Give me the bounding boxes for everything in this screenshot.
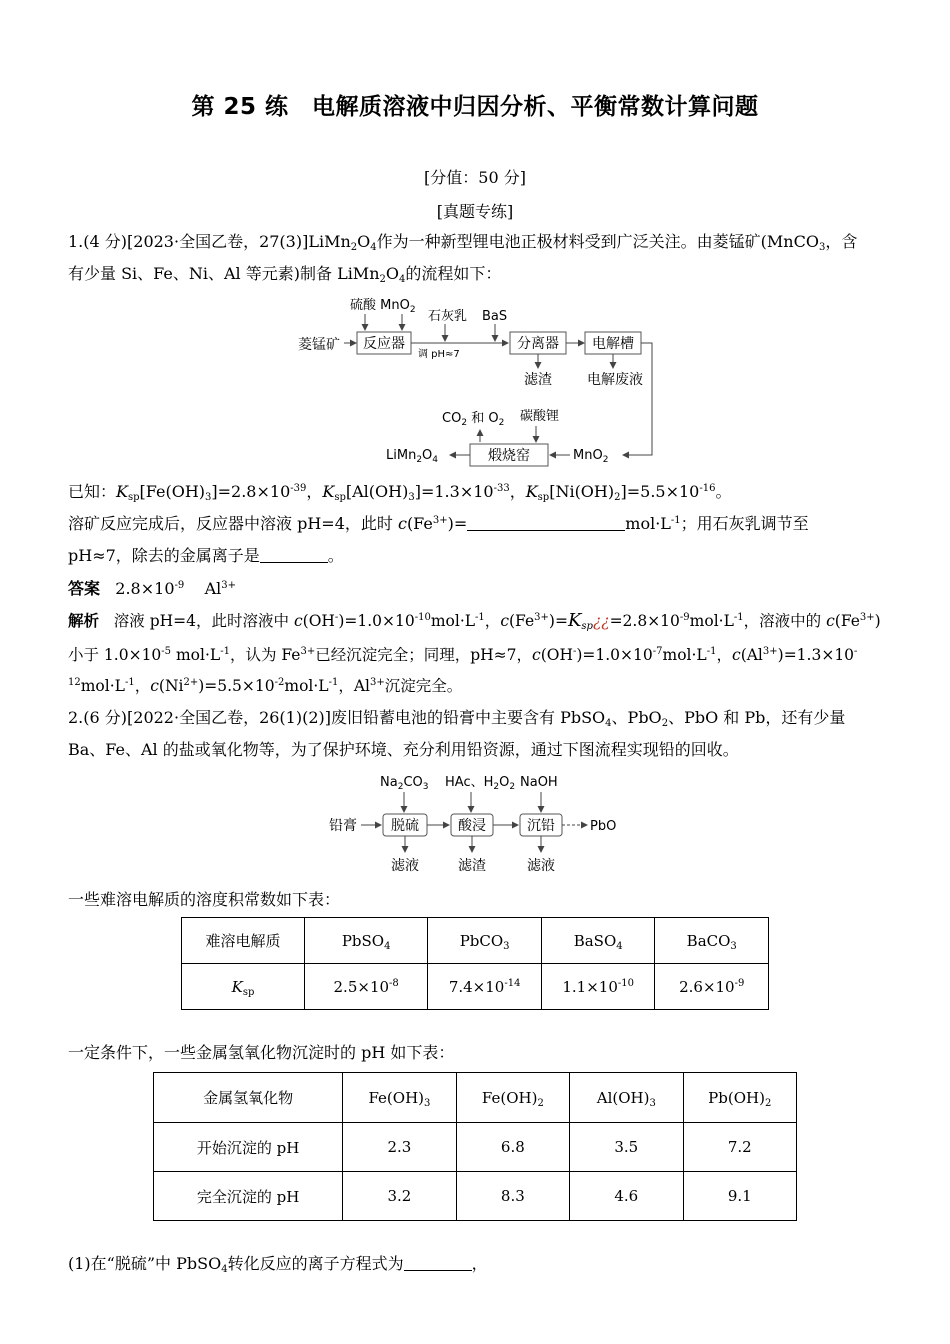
flow2-filtrate2: 滤液 xyxy=(527,858,555,874)
ksp-table-cell: $7.4\times 10^{-14}$ xyxy=(428,964,542,1010)
flow-residue: 滤渣 xyxy=(524,372,552,388)
flow-reactor: 反应器 xyxy=(363,336,405,352)
q2-flow-diagram xyxy=(325,768,625,880)
ph-table xyxy=(153,1072,797,1221)
q1-analysis-line1: 解析 溶液 pH=4，此时溶液中 $c(OH^-)=1.0\times 10^{-10}mol\cdot L^{-1}$，$c(Fe^{3+})=K_{sp}¿¿=2.8\times 10^{-9}mol\cdot L^{-1}$，溶液中的 $c(Fe^{3+})$ xyxy=(68,610,881,632)
flow2-acid: 酸浸 xyxy=(458,818,486,834)
ph-table-cell: 6.8 xyxy=(456,1123,569,1172)
q1-question-line1: 溶矿反应完成后，反应器中溶液 pH=4，此时 $c(Fe^{3+})= mol\cdot L^{-1}$；用石灰乳调节至 xyxy=(68,514,809,533)
flow-reactant-label: 硫酸 MnO$_2$ xyxy=(350,298,416,315)
flow-mno2: MnO$_2$ xyxy=(573,448,609,465)
ksp-table xyxy=(181,917,769,1010)
table2-intro: 一定条件下，一些金属氢氧化物沉淀时的 pH 如下表： xyxy=(68,1043,455,1062)
q1-line1: 1.(4 分)[2023·全国乙卷，$27(3)]LiMn_2O_4$作为一种新型锂电池正极材料受到广泛关注。由菱锰矿(MnCO$_3$，含 xyxy=(68,232,858,253)
flow2-paste: 铅膏 xyxy=(329,818,357,834)
table1-intro: 一些难溶电解质的溶度积常数如下表： xyxy=(68,890,341,909)
page-title: 第 25 练 电解质溶液中归因分析、平衡常数计算问题 xyxy=(191,94,759,120)
flow-waste: 电解废液 xyxy=(587,372,643,388)
ph-table-header: $Pb(OH)_2$ xyxy=(683,1073,797,1123)
ph-table-row-label: 完全沉淀的 pH xyxy=(154,1172,343,1221)
flow2-precip: 沉铅 xyxy=(527,818,555,834)
ph-table-cell: 3.5 xyxy=(570,1123,683,1172)
ph-table-header: $Al(OH)_3$ xyxy=(570,1073,683,1123)
flow-bas: BaS xyxy=(482,309,508,324)
flow-ph: 调 pH≈7 xyxy=(418,349,460,360)
q1-analysis-line3: $^{12}mol\cdot L^{-1}$，$c(Ni^{2+})=5.5\times 10^{-2}mol\cdot L^{-1}$，$Al^{3+}$沉淀完全。 xyxy=(68,677,463,695)
flow-electrolyzer: 电解槽 xyxy=(592,336,634,352)
q2-sub1: (1)在“脱硫”中 PbSO$_4$转化反应的离子方程式为 ， xyxy=(68,1254,488,1275)
flow2-na2co3: $Na_2CO_3$ xyxy=(380,775,429,792)
flow-li2co3: 碳酸锂 xyxy=(520,409,560,424)
flow-product: $LiMn_2O_4$ xyxy=(386,448,439,465)
ksp-table-cell: $K_{sp}$ xyxy=(182,964,305,1010)
ksp-table-cell: $2.5\times 10^{-8}$ xyxy=(304,964,427,1010)
ph-table-row-label: 开始沉淀的 pH xyxy=(154,1123,343,1172)
ph-table-cell: 4.6 xyxy=(570,1172,683,1221)
section-label: [真题专练] xyxy=(436,202,514,221)
score-line: [分值：50 分] xyxy=(424,168,526,187)
flow-ore: 菱锰矿 xyxy=(298,337,340,353)
flow2-pbo: PbO xyxy=(590,819,617,834)
flow2-desulf: 脱硫 xyxy=(391,818,419,834)
ph-table-header: 金属氢氧化物 xyxy=(154,1073,343,1123)
ksp-table-header: BaCO$_3$ xyxy=(655,918,769,964)
flow2-residue: 滤渣 xyxy=(458,858,486,874)
ksp-table-header: PbCO$_3$ xyxy=(428,918,542,964)
answer-blank-2[interactable] xyxy=(260,547,328,563)
ksp-table-cell: $1.1\times 10^{-10}$ xyxy=(541,964,655,1010)
ph-table-cell: 9.1 xyxy=(683,1172,797,1221)
ksp-table-header: BaSO$_4$ xyxy=(541,918,655,964)
q2-line2: Ba、Fe、Al 的盐或氧化物等，为了保护环境、充分利用铅资源，通过下图流程实现铅的回收。 xyxy=(68,740,739,759)
flow2-naoh: NaOH xyxy=(520,775,558,790)
ksp-table-header: 难溶电解质 xyxy=(182,918,305,964)
q1-question-line2: pH≈7，除去的金属离子是 。 xyxy=(68,546,344,565)
q1-flow-diagram xyxy=(290,292,670,470)
ph-table-header: $Fe(OH)_2$ xyxy=(456,1073,569,1123)
q1-line2: 有少量 Si、Fe、Ni、Al 等元素)制备 $LiMn_2O_4$的流程如下： xyxy=(68,264,502,285)
answer-blank-3[interactable] xyxy=(404,1255,472,1271)
ph-table-cell: 3.2 xyxy=(343,1172,456,1221)
answer-blank-1[interactable] xyxy=(467,515,625,531)
ksp-table-header: PbSO$_4$ xyxy=(304,918,427,964)
flow-limewater: 石灰乳 xyxy=(428,309,468,324)
ph-table-cell: 7.2 xyxy=(683,1123,797,1172)
flow-kiln: 煅烧窑 xyxy=(488,448,530,464)
q1-analysis-line2: 小于 $1.0\times 10^{-5}$ $mol\cdot L^{-1}$，认为 $Fe^{3+}$已经沉淀完全；同理，pH≈7，$c(OH^-)=1.0\times 10^{-7}mol\cdot L^{-1}$，$c(Al^{3+})=1.3\times 10^-$ xyxy=(68,646,858,664)
ph-table-cell: 8.3 xyxy=(456,1172,569,1221)
ph-table-cell: 2.3 xyxy=(343,1123,456,1172)
ph-table-header: $Fe(OH)_3$ xyxy=(343,1073,456,1123)
q2-line1: 2.(6 分)[2022·全国乙卷，26(1)(2)]废旧铅蓄电池的铅膏中主要含有 PbSO$_4$、PbO$_2$、PbO 和 Pb，还有少量 xyxy=(68,708,846,729)
q1-answer: 答案 $2.8\times 10^{-9}$ $Al^{3+}$ xyxy=(68,579,237,598)
flow-separator: 分离器 xyxy=(517,336,559,352)
ksp-table-cell: $2.6\times 10^{-9}$ xyxy=(655,964,769,1010)
flow-gas: $CO_2$ 和 $O_2$ xyxy=(442,411,505,428)
q1-known: 已知：$K_{sp}[Fe(OH)_3]=2.8\times 10^{-39}$，$K_{sp}[Al(OH)_3]=1.3\times 10^{-33}$，$K_{sp}[Ni(OH)_2]=5.5\times 10^{-16}$。 xyxy=(68,482,732,503)
flow2-hac: HAc、$H_2O_2$ xyxy=(445,775,516,792)
flow2-filtrate1: 滤液 xyxy=(391,858,419,874)
